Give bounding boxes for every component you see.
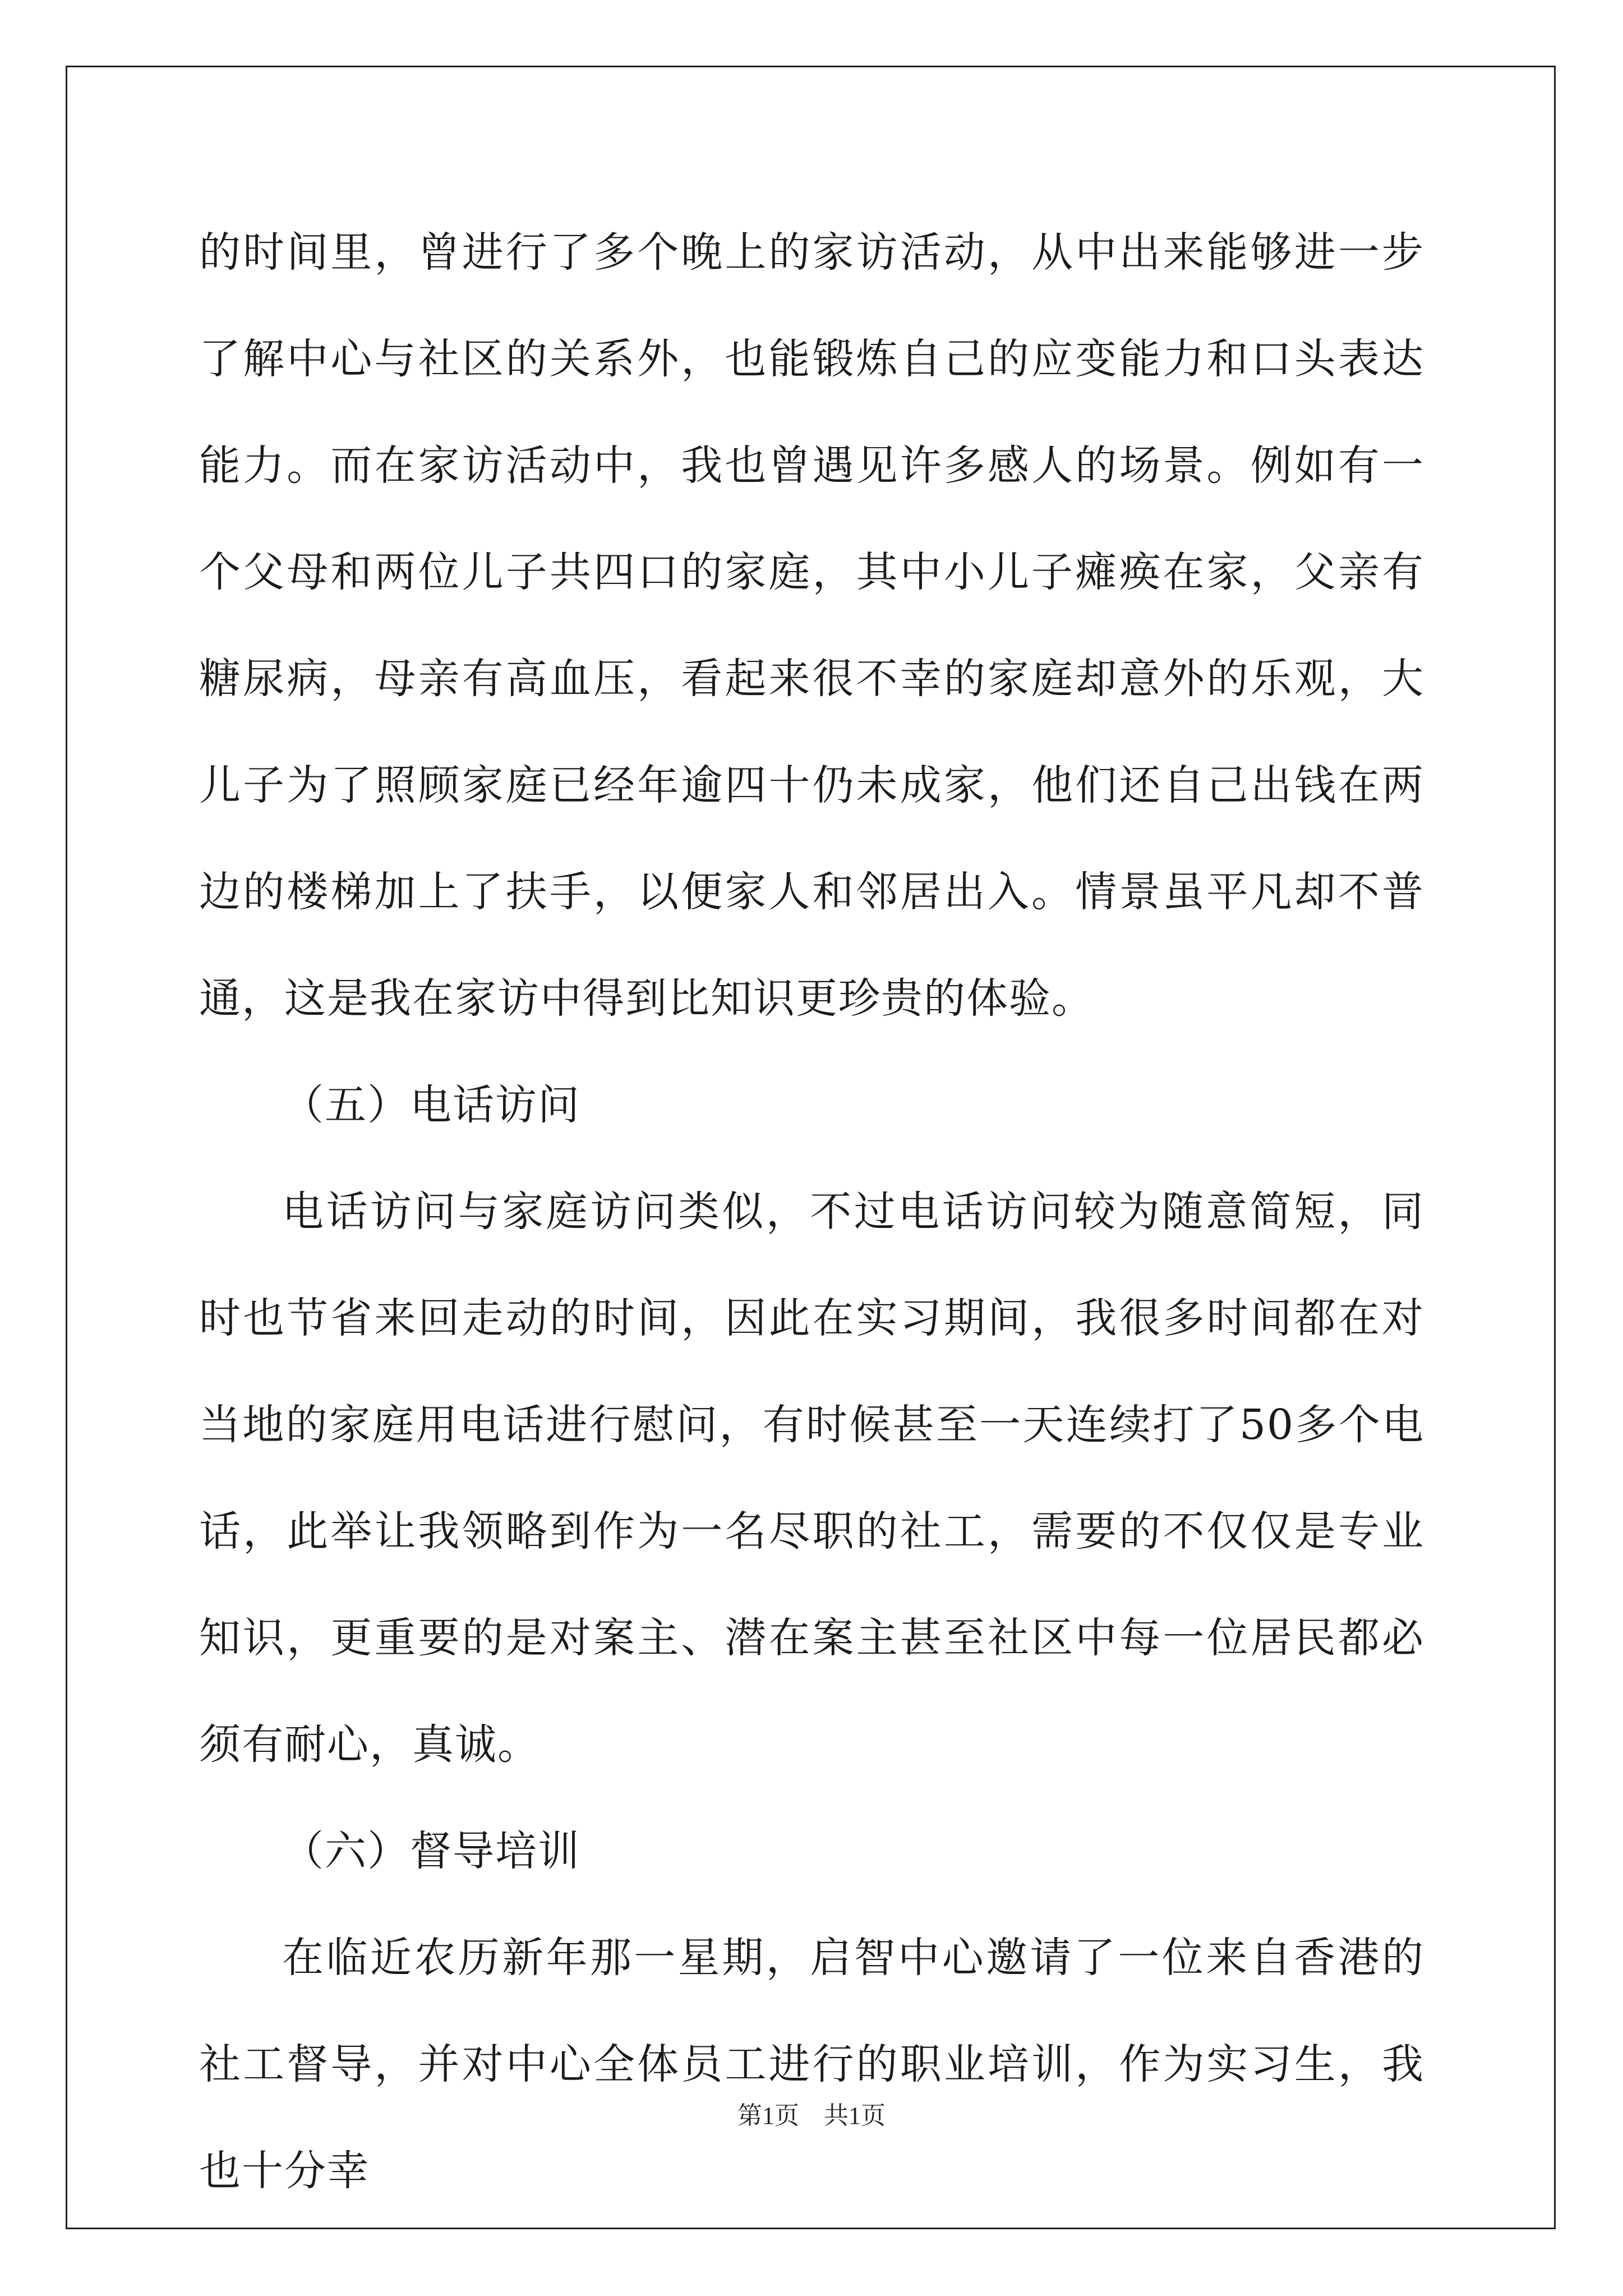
page-number-footer: 第1页 共1页: [737, 2102, 886, 2129]
body-paragraph: 的时间里，曾进行了多个晚上的家访活动，从中出来能够进一步了解中心与社区的关系外，也能锻炼自己的应变能力和口头表达能力。而在家访活动中，我也曾遇见许多感人的场景。例如有一个父母和两位儿子共四口的家庭，其中小儿子瘫痪在家，父亲有糖尿病，母亲有高血压，看起来很不幸的家庭却意外的乐观，大儿子为了照顾家庭已经年逾四十仍未成家，他们还自己出钱在两边的楼梯加上了扶手，以便家人和邻居出入。情景虽平凡却不普通，这是我在家访中得到比知识更珍贵的体验。: [199, 228, 1424, 1023]
body-paragraph: 在临近农历新年那一星期，启智中心邀请了一位来自香港的社工督导，并对中心全体员工进行的职业培训，作为实习生，我也十分幸: [199, 1934, 1424, 2195]
section-heading: （六）督导培训: [282, 1827, 580, 1875]
body-paragraph: 电话访问与家庭访问类似，不过电话访问较为随意简短，同时也节省来回走动的时间，因此在实习期间，我很多时间都在对当地的家庭用电话进行慰问，有时候甚至一天连续打了50多个电话，此举让我领略到作为一名尽职的社工，需要的不仅仅是专业知识，更重要的是对案主、潜在案主甚至社区中每一位居民都必须有耐心，真诚。: [199, 1188, 1424, 1769]
section-heading: （五）电话访问: [282, 1081, 580, 1129]
document-body: [199, 199, 1424, 2224]
